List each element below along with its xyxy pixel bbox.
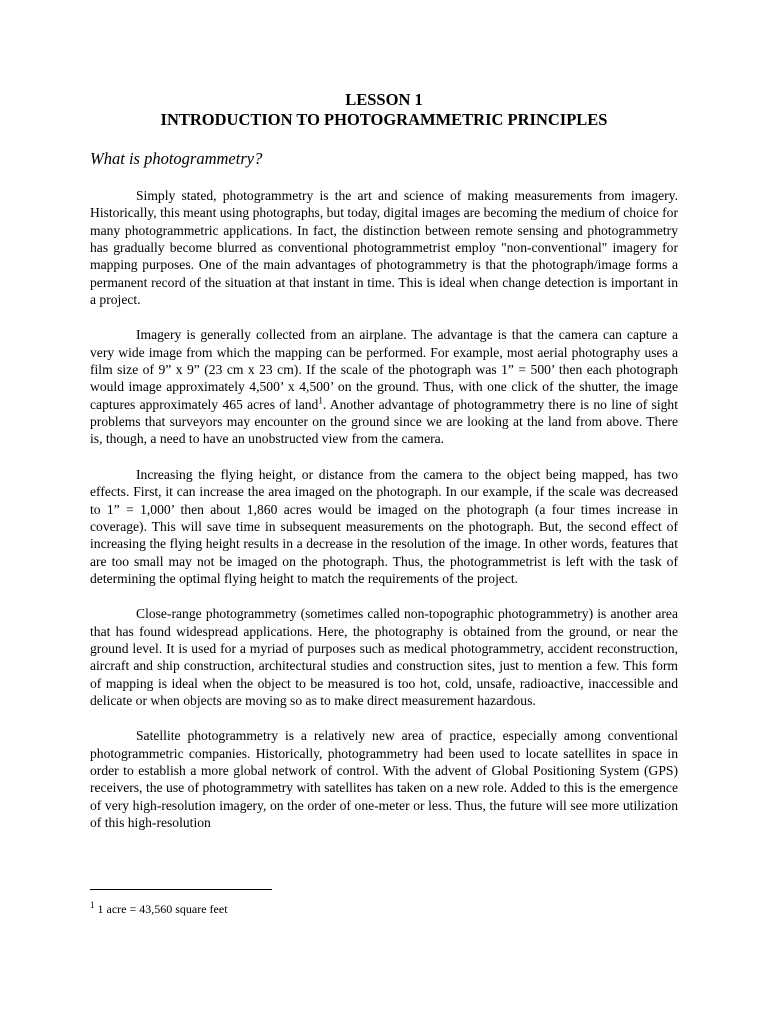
lesson-number: LESSON 1 bbox=[345, 90, 423, 109]
document-page bbox=[90, 90, 678, 849]
lesson-title: INTRODUCTION TO PHOTOGRAMMETRIC PRINCIPLES bbox=[160, 110, 608, 129]
section-heading: What is photogrammetry? bbox=[90, 149, 263, 168]
paragraph-satellite: Satellite photogrammetry is a relatively new area of practice, especially among conventional photogrammetric companies. Historically, photogrammetry had been used to locate satellites in space in order to establish a more global network of control. With the advent of Global Positioning System (GPS) receivers, the use of photogrammetry with satellites has taken on a new role. Added to this is the emergence of very high-resolution imagery, on the order of one-meter or less. Thus, the future will see more utilization of this high-resolution bbox=[90, 728, 678, 830]
paragraph-aerial-text-before: Imagery is generally collected from an airplane. The advantage is that the camera can capture a very wide image from which the mapping can be performed. For example, most aerial photography uses a film size of 9” x 9” (23 cm x 23 cm). If the scale of the photograph was 1” = 500’ then each photograph would image approximately 4,500’ x 4,500’ on the ground. Thus, with one click of the shutter, the image captures approximately 465 acres of land bbox=[90, 327, 678, 412]
paragraph-aerial-imagery bbox=[90, 326, 678, 447]
footnote-text: 1 acre = 43,560 square feet bbox=[94, 902, 228, 916]
paragraph-aerial-text-after: . Another advantage of photogrammetry there is no line of sight problems that surveyors may encounter on the ground since we are looking at the land from above. There is, though, a need to have an unobstructed view from the camera. bbox=[90, 396, 678, 447]
footnote-divider bbox=[90, 889, 272, 890]
paragraph-definition: Simply stated, photogrammetry is the art and science of making measurements from imagery. Historically, this meant using photographs, but today, digital images are becoming the medium of choice for many photogrammetric applications. In fact, the distinction between remote sensing and photogrammetry has gradually become blurred as conventional photogrammetrist employ "non-conventional" imagery for mapping purposes. One of the main advantages of photogrammetry is that the photograph/image forms a permanent record of the situation at that instant in time. This is ideal when change detection is important in a project. bbox=[90, 188, 678, 308]
footnote-mark: 1 bbox=[90, 900, 95, 910]
paragraph-flying-height: Increasing the flying height, or distance from the camera to the object being mapped, has two effects. First, it can increase the area imaged on the photograph. In our example, if the scale was decreased to 1” = 1,000’ then about 1,860 acres would be imaged on the photograph (a four times increase in coverage). This will save time in subsequent measurements on the photograph. But, the second effect of increasing the flying height results in a decrease in the resolution of the image. In other words, features that are too small may not be imaged on the photograph. Thus, the photogrammetrist is left with the task of determining the optimal flying height to match the requirements of the project. bbox=[90, 466, 678, 586]
paragraph-close-range: Close-range photogrammetry (sometimes called non-topographic photogrammetry) is another area that has found widespread applications. Here, the photography is obtained from the ground, or near the ground level. It is used for a myriad of purposes such as medical photogrammetry, accident reconstruction, aircraft and ship construction, architectural studies and construction sites, just to mention a few. This form of mapping is ideal when the object to be measured is too hot, cold, unsafe, radioactive, inaccessible and delicate or when objects are moving so as to make direct measurement hazardous. bbox=[90, 606, 678, 708]
footnote-reference: 1 bbox=[318, 395, 323, 406]
footnote bbox=[90, 898, 228, 916]
